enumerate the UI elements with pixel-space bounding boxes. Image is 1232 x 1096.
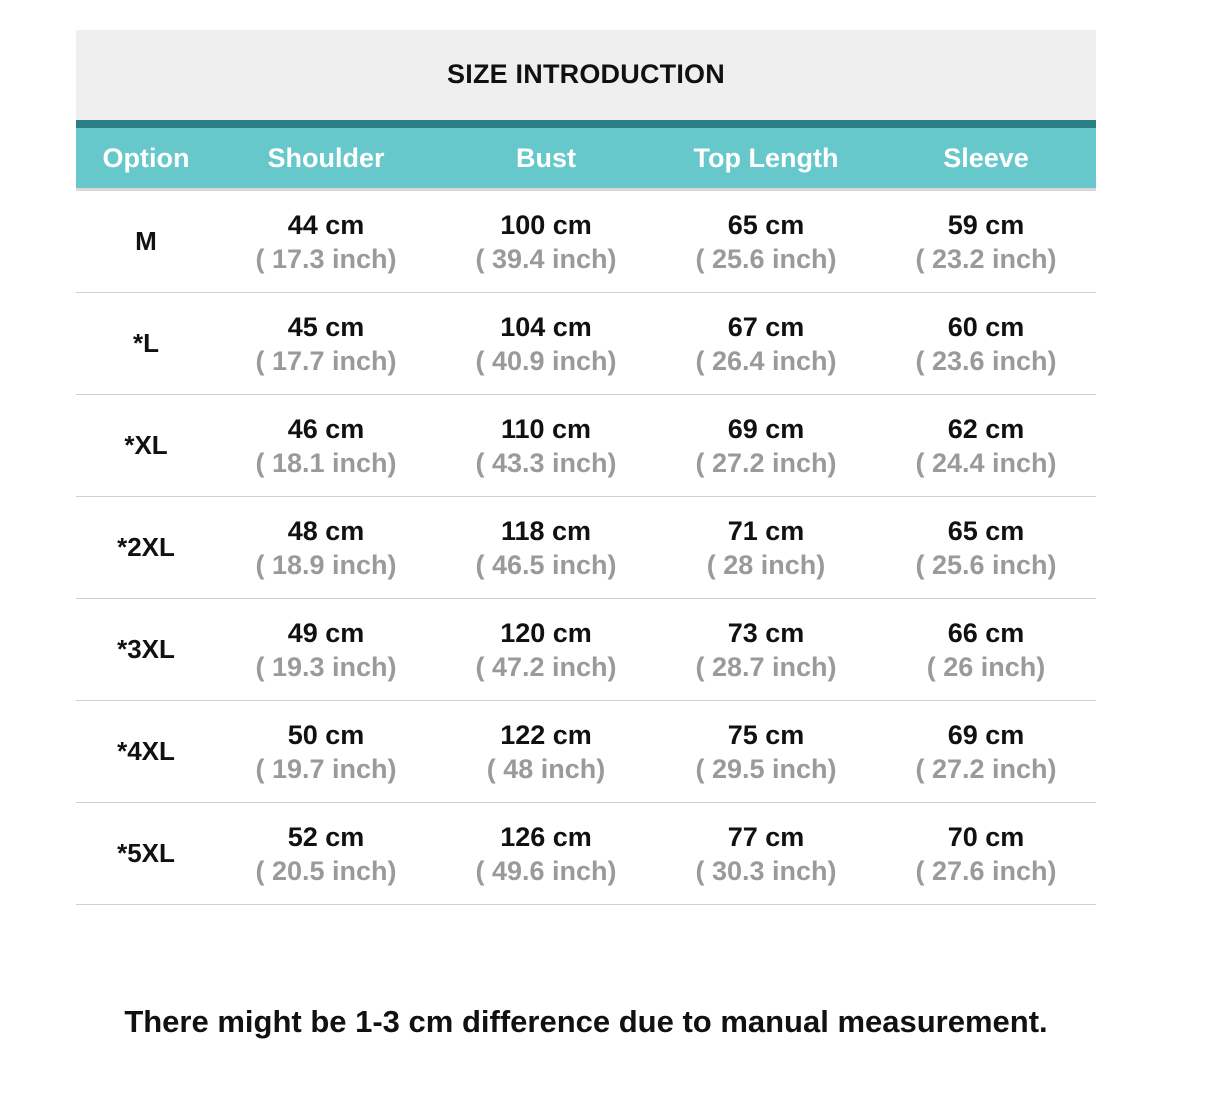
length-cell	[656, 310, 876, 378]
bust-inch-value: ( 49.6 inch)	[475, 855, 617, 886]
header-bust: Bust	[516, 142, 576, 173]
shoulder-inch-value: ( 20.5 inch)	[255, 855, 397, 886]
bust-cm-value: 126 cm	[500, 821, 592, 852]
bust-cell	[436, 412, 656, 480]
length-inch-value: ( 28 inch)	[706, 549, 826, 580]
bust-inch-value: ( 40.9 inch)	[475, 345, 617, 376]
bust-cell	[436, 718, 656, 786]
size-option: *L	[133, 328, 159, 358]
sleeve-cm-value: 62 cm	[947, 413, 1025, 444]
shoulder-cm-value: 49 cm	[287, 617, 365, 648]
length-cell	[656, 412, 876, 480]
shoulder-inch-value: ( 18.1 inch)	[255, 447, 397, 478]
bust-inch-value: ( 39.4 inch)	[475, 243, 617, 274]
shoulder-inch-value: ( 17.3 inch)	[255, 243, 397, 274]
length-cm-value: 65 cm	[727, 209, 805, 240]
size-option: *XL	[124, 430, 168, 460]
length-inch-value: ( 28.7 inch)	[695, 651, 837, 682]
bust-inch-value: ( 46.5 inch)	[475, 549, 617, 580]
bust-cm-value: 100 cm	[500, 209, 592, 240]
table-row	[76, 599, 1096, 701]
bust-cell	[436, 310, 656, 378]
size-option: *5XL	[117, 838, 175, 868]
table-row	[76, 293, 1096, 395]
sleeve-cm-value: 69 cm	[947, 719, 1025, 750]
bust-inch-value: ( 48 inch)	[486, 753, 606, 784]
sleeve-cm-value: 60 cm	[947, 311, 1025, 342]
sleeve-cm-value: 70 cm	[947, 821, 1025, 852]
shoulder-inch-value: ( 17.7 inch)	[255, 345, 397, 376]
measurement-note: There might be 1-3 cm difference due to manual measurement.	[124, 1004, 1048, 1039]
sleeve-inch-value: ( 24.4 inch)	[915, 447, 1057, 478]
length-cm-value: 75 cm	[727, 719, 805, 750]
header-sleeve: Sleeve	[943, 142, 1029, 173]
shoulder-cell	[216, 514, 436, 582]
shoulder-inch-value: ( 19.7 inch)	[255, 753, 397, 784]
sleeve-cell	[876, 820, 1096, 888]
table-row	[76, 701, 1096, 803]
size-option: *4XL	[117, 736, 175, 766]
table-header	[76, 128, 1096, 191]
bust-inch-value: ( 43.3 inch)	[475, 447, 617, 478]
shoulder-cm-value: 52 cm	[287, 821, 365, 852]
length-cell	[656, 208, 876, 276]
bust-cm-value: 118 cm	[500, 515, 592, 546]
shoulder-inch-value: ( 18.9 inch)	[255, 549, 397, 580]
sleeve-inch-value: ( 27.2 inch)	[915, 753, 1057, 784]
length-cm-value: 69 cm	[727, 413, 805, 444]
length-cell	[656, 514, 876, 582]
length-cm-value: 77 cm	[727, 821, 805, 852]
length-cm-value: 73 cm	[727, 617, 805, 648]
size-option: *3XL	[117, 634, 175, 664]
sleeve-cell	[876, 514, 1096, 582]
table-row	[76, 395, 1096, 497]
bust-inch-value: ( 47.2 inch)	[475, 651, 617, 682]
shoulder-cell	[216, 820, 436, 888]
shoulder-cell	[216, 208, 436, 276]
header-option: Option	[102, 142, 190, 173]
bust-cell	[436, 616, 656, 684]
bust-cm-value: 104 cm	[500, 311, 592, 342]
table-body	[76, 191, 1096, 905]
length-cm-value: 71 cm	[727, 515, 805, 546]
sleeve-inch-value: ( 26 inch)	[926, 651, 1046, 682]
shoulder-cell	[216, 310, 436, 378]
sleeve-cell	[876, 616, 1096, 684]
bust-cm-value: 122 cm	[500, 719, 592, 750]
sleeve-cell	[876, 310, 1096, 378]
length-cell	[656, 616, 876, 684]
bust-cm-value: 120 cm	[500, 617, 592, 648]
size-option: *2XL	[117, 532, 175, 562]
length-cm-value: 67 cm	[727, 311, 805, 342]
length-cell	[656, 718, 876, 786]
shoulder-cm-value: 45 cm	[287, 311, 365, 342]
sleeve-cell	[876, 412, 1096, 480]
length-inch-value: ( 29.5 inch)	[695, 753, 837, 784]
length-inch-value: ( 25.6 inch)	[695, 243, 837, 274]
sleeve-cm-value: 65 cm	[947, 515, 1025, 546]
accent-strip	[76, 120, 1096, 128]
sleeve-cell	[876, 718, 1096, 786]
shoulder-inch-value: ( 19.3 inch)	[255, 651, 397, 682]
length-inch-value: ( 30.3 inch)	[695, 855, 837, 886]
shoulder-cm-value: 46 cm	[287, 413, 365, 444]
header-shoulder: Shoulder	[267, 142, 385, 173]
length-cell	[656, 820, 876, 888]
shoulder-cm-value: 44 cm	[287, 209, 365, 240]
bust-cell	[436, 208, 656, 276]
sleeve-inch-value: ( 23.6 inch)	[915, 345, 1057, 376]
sleeve-inch-value: ( 27.6 inch)	[915, 855, 1057, 886]
table-row	[76, 497, 1096, 599]
shoulder-cell	[216, 718, 436, 786]
sleeve-cm-value: 59 cm	[947, 209, 1025, 240]
bust-cell	[436, 514, 656, 582]
length-inch-value: ( 26.4 inch)	[695, 345, 837, 376]
sleeve-cell	[876, 208, 1096, 276]
sleeve-inch-value: ( 23.2 inch)	[915, 243, 1057, 274]
shoulder-cell	[216, 616, 436, 684]
size-chart	[76, 30, 1096, 905]
length-inch-value: ( 27.2 inch)	[695, 447, 837, 478]
header-top-length: Top Length	[693, 142, 839, 173]
size-chart-title: SIZE INTRODUCTION	[447, 58, 725, 89]
shoulder-cm-value: 50 cm	[287, 719, 365, 750]
shoulder-cm-value: 48 cm	[287, 515, 365, 546]
bust-cell	[436, 820, 656, 888]
table-row	[76, 191, 1096, 293]
bust-cm-value: 110 cm	[500, 413, 592, 444]
shoulder-cell	[216, 412, 436, 480]
sleeve-inch-value: ( 25.6 inch)	[915, 549, 1057, 580]
size-option: M	[135, 226, 157, 256]
sleeve-cm-value: 66 cm	[947, 617, 1025, 648]
title-bar	[76, 30, 1096, 120]
table-row	[76, 803, 1096, 905]
